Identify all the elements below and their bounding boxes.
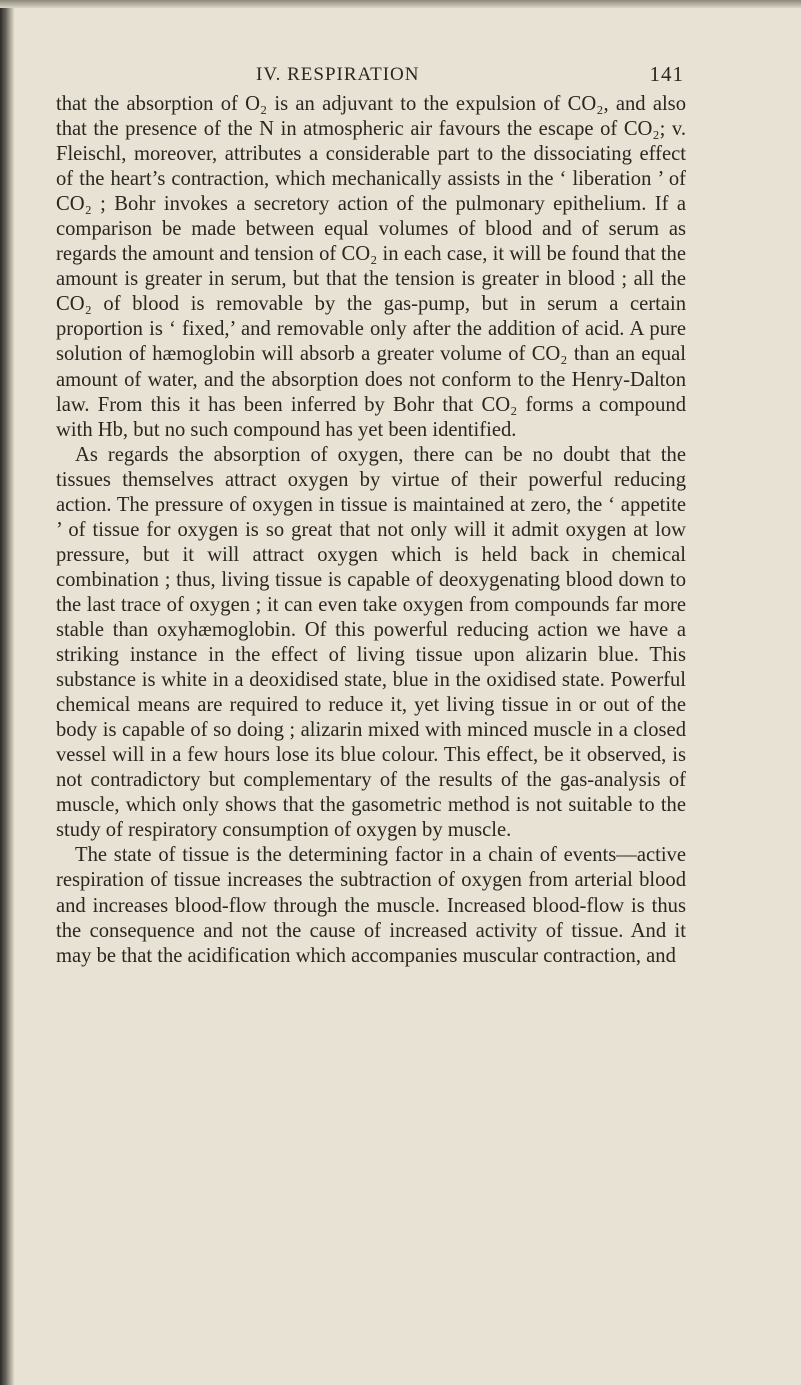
binding-edge (0, 0, 14, 1385)
chapter-title: IV. RESPIRATION (256, 64, 420, 85)
page-number: 141 (649, 62, 684, 86)
paragraph-3: The state of tissue is the determining factor in a chain of events—active respiration of tissue increases the subtraction of oxygen from arterial blood and increases blood-flow through the muscle. Increased blood-flow is thus the consequence and not the cause of increased activity of tissue. And it may be that the acidification which accompanies muscular contraction, and (56, 844, 686, 967)
paragraph-1: that the absorption of O₂ is an adjuvant to the expulsion of CO₂, and also that the presence of the N in atmospheric air favours the escape of CO₂; v. Fleischl, moreover, attributes a considerable part to the dissociating effect of the heart’s contraction, which mechanically assists in the ‘ liberation ’ of CO₂ ; Bohr invokes a secretory action of the pulmonary epithelium. If a comparison be made between equal volumes of blood and of serum as regards the amount and tension of CO₂ in each case, it will be found that the amount is greater in serum, but that the tension is greater in blood ; all the CO₂ of blood is removable by the gas-pump, but in serum a certain proportion is ‘ fixed,’ and removable only after the addition of acid. A pure solution of hæmoglobin will absorb a greater volume of CO₂ than an equal amount of water, and the absorption does not conform to the Henry-Dalton law. From this it has been inferred by Bohr that CO₂ forms a compound with Hb, but no such compound has yet been identified. (56, 93, 686, 441)
paragraph-2: As regards the absorption of oxygen, there can be no doubt that the tissues themselves attract oxygen by virtue of their powerful reducing action. The pressure of oxygen in tissue is maintained at zero, the ‘ appetite ’ of tissue for oxygen is so great that not only will it admit oxygen at low pressure, but it will attract oxygen which is held back in chemical combination ; thus, living tissue is capable of deoxygenating blood down to the last trace of oxygen ; it can even take oxygen from compounds far more stable than oxyhæmoglobin. Of this powerful reducing action we have a striking instance in the effect of living tissue upon alizarin blue. This substance is white in a deoxidised state, blue in the oxidised state. Powerful chemical means are required to reduce it, yet living tissue in or out of the body is capable of so doing ; alizarin mixed with minced muscle in a closed vessel will in a few hours lose its blue colour. This effect, be it observed, is not contradictory but complementary of the results of the gas-analysis of muscle, which only shows that the gasometric method is not suitable to the study of respiratory consumption of oxygen by muscle. (56, 443, 686, 842)
page-top-edge (0, 0, 801, 8)
body-text (56, 92, 686, 969)
running-head (256, 64, 684, 92)
